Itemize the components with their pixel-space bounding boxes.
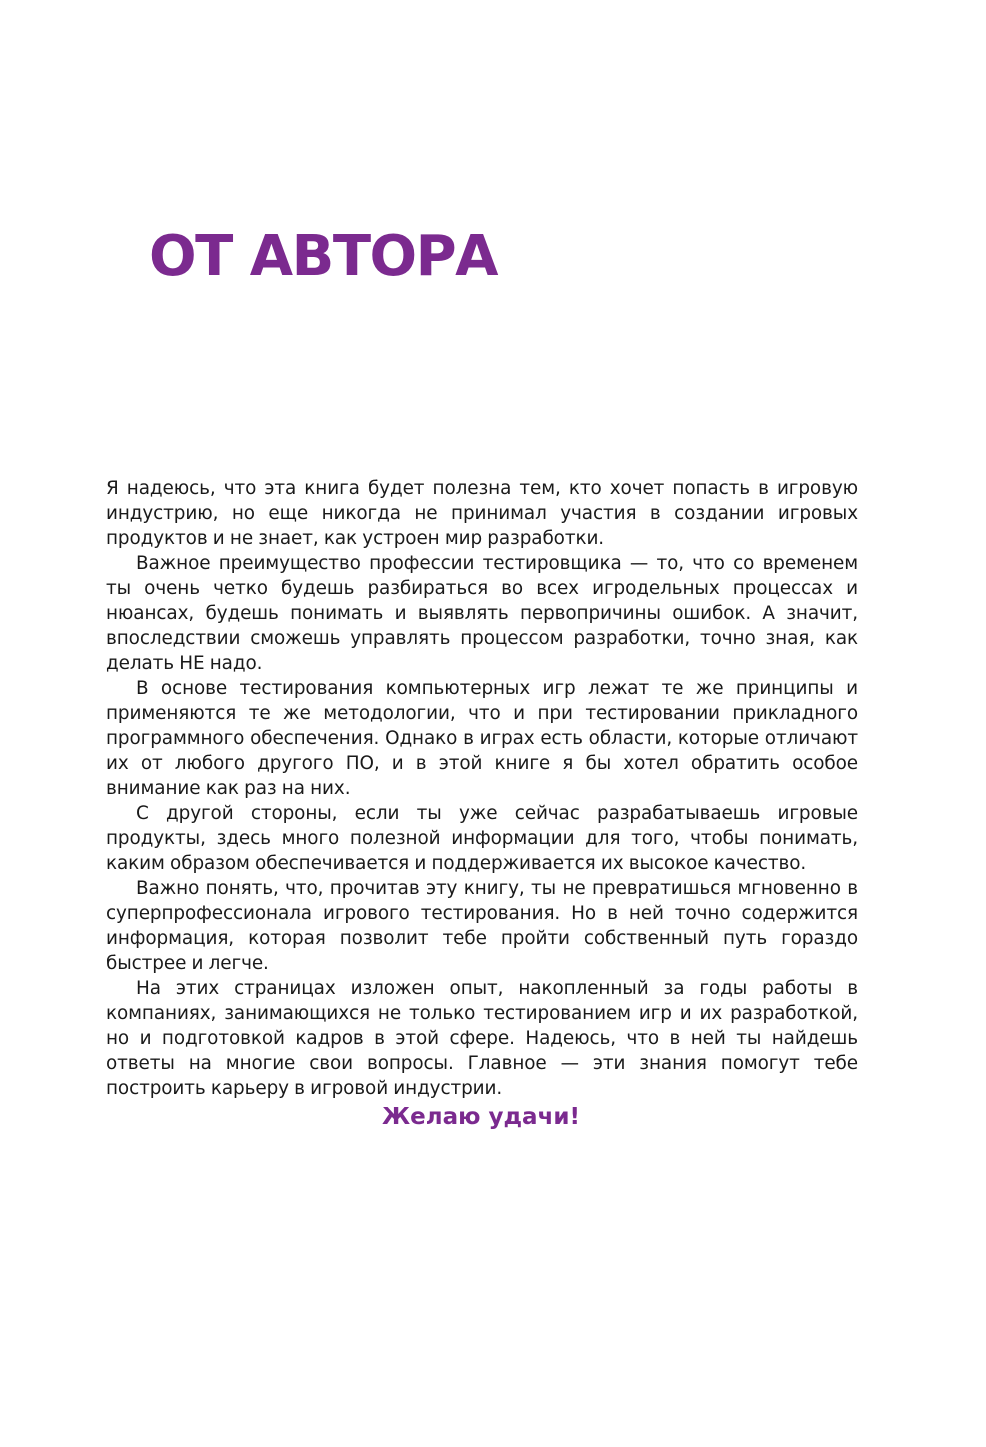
paragraph-intro: Я надеюсь, что эта книга будет полезна тем, кто хочет попасть в игровую индустрию, но еще никогда не принимал участия в создании игровых продуктов и не знает, как устроен мир разработки. [106,478,858,549]
chapter-title: ОТ АВТОРА [149,224,498,289]
closing-wish: Желаю удачи! [382,1104,580,1130]
paragraph-tester-advantage: Важное преимущество профессии тестировщика — то, что со временем ты очень четко будешь разбираться во всех игродельных процессах и нюансах, будешь понимать и выявлять первопричины ошибок. А значит, впоследствии сможешь управлять процессом разработки, точно зная, как делать НЕ надо. [106,553,858,674]
paragraph-expectations: Важно понять, что, прочитав эту книгу, ты не превратишься мгновенно в суперпрофессионала игрового тестирования. Но в ней точно содержится информация, которая позволит тебе пройти собственный путь гораздо быстрее и легче. [106,878,858,974]
paragraph-testing-basics: В основе тестирования компьютерных игр лежат те же принципы и применяются те же методологии, что и при тестировании прикладного программного обеспечения. Однако в играх есть области, которые отличают их от любого другого ПО, и в этой книге я бы хотел обратить особое внимание как раз на них. [106,678,858,799]
paragraph-experience: На этих страницах изложен опыт, накопленный за годы работы в компаниях, занимающихся не только тестированием игр и их разработкой, но и подготовкой кадров в этой сфере. Надеюсь, что в ней ты найдешь ответы на многие свои вопросы. Главное — эти знания помогут тебе построить карьеру в игровой индустрии. [106,978,858,1099]
body-text [106,476,858,1101]
paragraph-for-developers: С другой стороны, если ты уже сейчас разрабатываешь игровые продукты, здесь много полезной информации для того, чтобы понимать, каким образом обеспечивается и поддерживается их высокое качество. [106,803,858,874]
